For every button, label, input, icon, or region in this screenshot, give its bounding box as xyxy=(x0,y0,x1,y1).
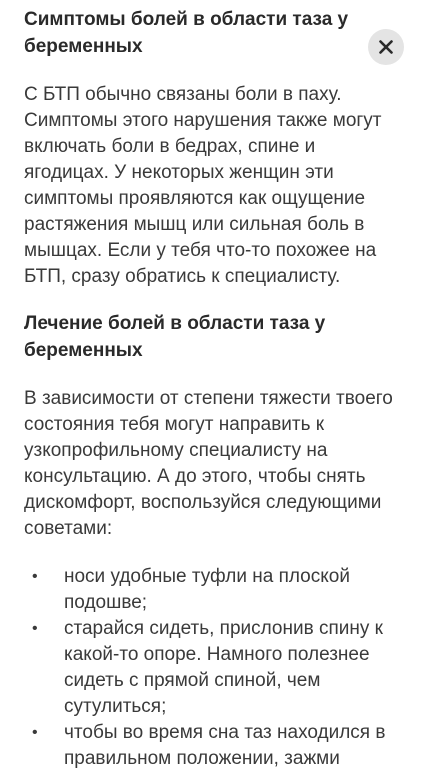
bullet-icon: • xyxy=(32,724,38,741)
article-content xyxy=(24,6,404,770)
symptoms-heading: Симптомы болей в области таза у беременных xyxy=(24,9,349,57)
list-item-text: старайся сидеть, прислонив спину к какой-то опоре. Намного полезнее сидеть с прямой спиной, чем сутулиться; xyxy=(64,618,383,717)
treatment-paragraph: В зависимости от степени тяжести твоего состояния тебя могут направить к узкопрофильному специалисту на консультацию. А до этого, чтобы снять дискомфорт, воспользуйся следующими советами: xyxy=(24,388,393,539)
list-item-text: чтобы во время сна таз находился в правильном положении, зажми xyxy=(64,722,386,769)
bullet-icon: • xyxy=(32,568,38,585)
list-item xyxy=(24,720,404,770)
symptoms-paragraph: С БТП обычно связаны боли в паху. Симптомы этого нарушения также могут включать боли в бедрах, спине и ягодицах. У некоторых женщин эти симптомы проявляются как ощущение растяжения мышц или сильная боль в мышцах. Если у тебя что-то похожее на БТП, сразу обратись к специалисту. xyxy=(24,84,382,287)
list-item xyxy=(24,564,404,616)
treatment-heading: Лечение болей в области таза у беременных xyxy=(24,313,326,361)
tips-list xyxy=(24,564,404,770)
close-icon xyxy=(379,40,393,54)
list-item xyxy=(24,616,404,720)
list-item-text: носи удобные туфли на плоской подошве; xyxy=(64,566,350,613)
bullet-icon: • xyxy=(32,620,38,637)
close-button[interactable] xyxy=(368,29,404,65)
